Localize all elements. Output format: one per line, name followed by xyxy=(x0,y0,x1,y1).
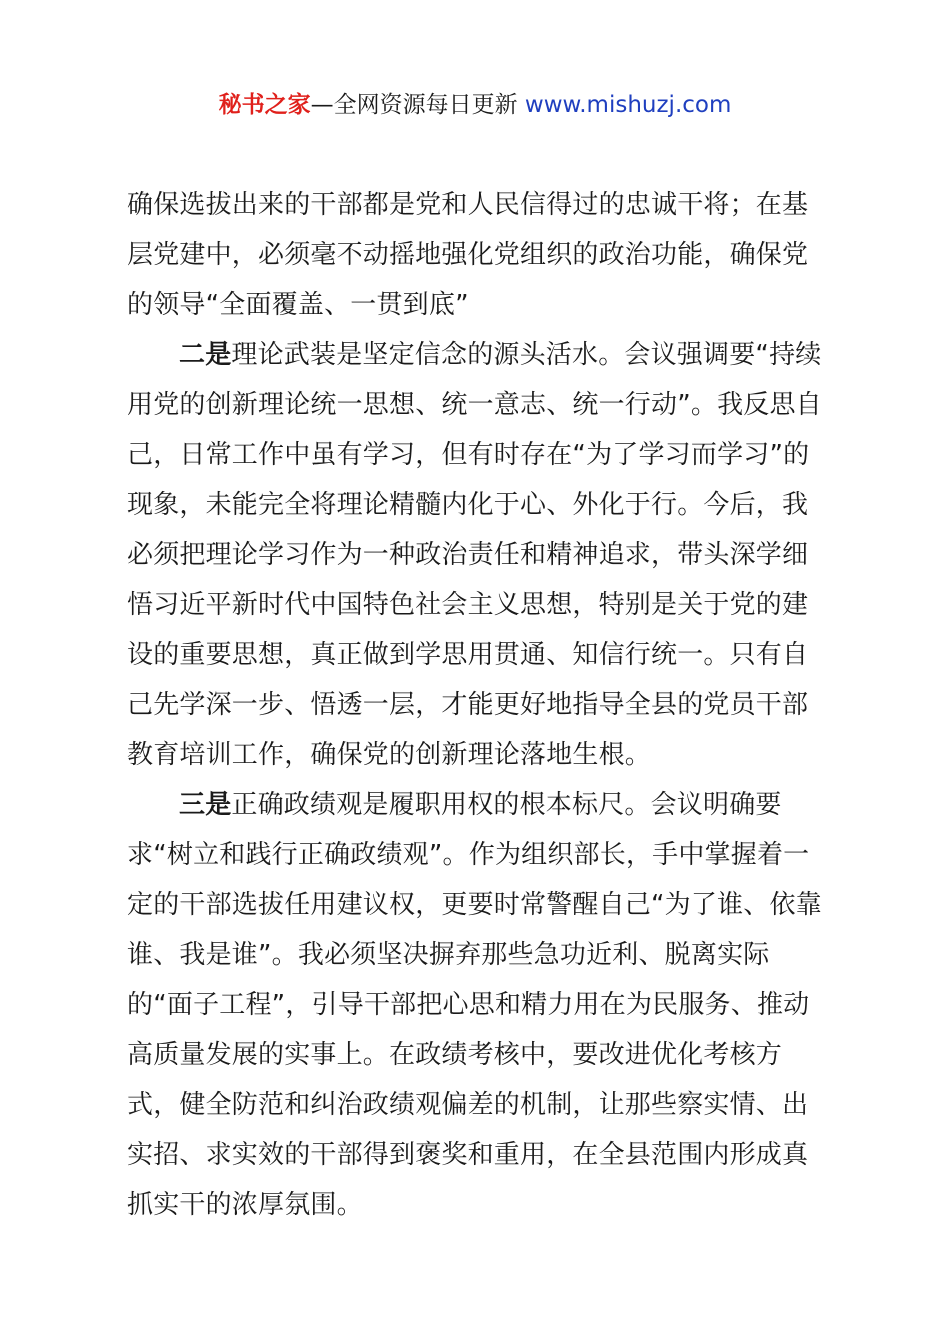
paragraph-point-three xyxy=(127,780,833,1230)
document-body xyxy=(127,180,833,1230)
brand-name: 秘书之家 xyxy=(218,92,311,118)
page-header xyxy=(0,88,950,122)
paragraph-text: 正确政绩观是履职用权的根本标尺。会议明确要求“树立和践行正确政绩观”。作为组织部长，手中掌握着一定的干部选拔任用建议权，更要时常警醒自己“为了谁、依靠谁、我是谁”。我必须坚决摒弃那些急功近利、脱离实际的“面子工程”，引导干部把心思和精力用在为民服务、推动高质量发展的实事上。在政绩考核中，要改进优化考核方式，健全防范和纠治政绩观偏差的机制，让那些察实情、出实招、求实效的干部得到褒奖和重用，在全县范围内形成真抓实干的浓厚氛围。 xyxy=(127,790,822,1220)
site-url[interactable]: www.mishuzj.com xyxy=(524,92,732,118)
paragraph-lead: 三是 xyxy=(179,790,232,820)
header-tagline: —全网资源每日更新 xyxy=(310,92,525,118)
paragraph-text: 理论武装是坚定信念的源头活水。会议强调要“持续用党的创新理论统一思想、统一意志、统一行动”。我反思自己，日常工作中虽有学习，但有时存在“为了学习而学习”的现象，未能完全将理论精髓内化于心、外化于行。今后，我必须把理论学习作为一种政治责任和精神追求，带头深学细悟习近平新时代中国特色社会主义思想，特别是关于党的建设的重要思想，真正做到学思用贯通、知信行统一。只有自己先学深一步、悟透一层，才能更好地指导全县的党员干部教育培训工作，确保党的创新理论落地生根。 xyxy=(127,340,822,770)
paragraph-point-two xyxy=(127,330,833,780)
paragraph-lead: 二是 xyxy=(179,340,232,370)
paragraph-continued xyxy=(127,180,833,330)
paragraph-text: 确保选拔出来的干部都是党和人民信得过的忠诚干将；在基层党建中，必须毫不动摇地强化党组织的政治功能，确保党的领导“全面覆盖、一贯到底” xyxy=(127,190,809,320)
